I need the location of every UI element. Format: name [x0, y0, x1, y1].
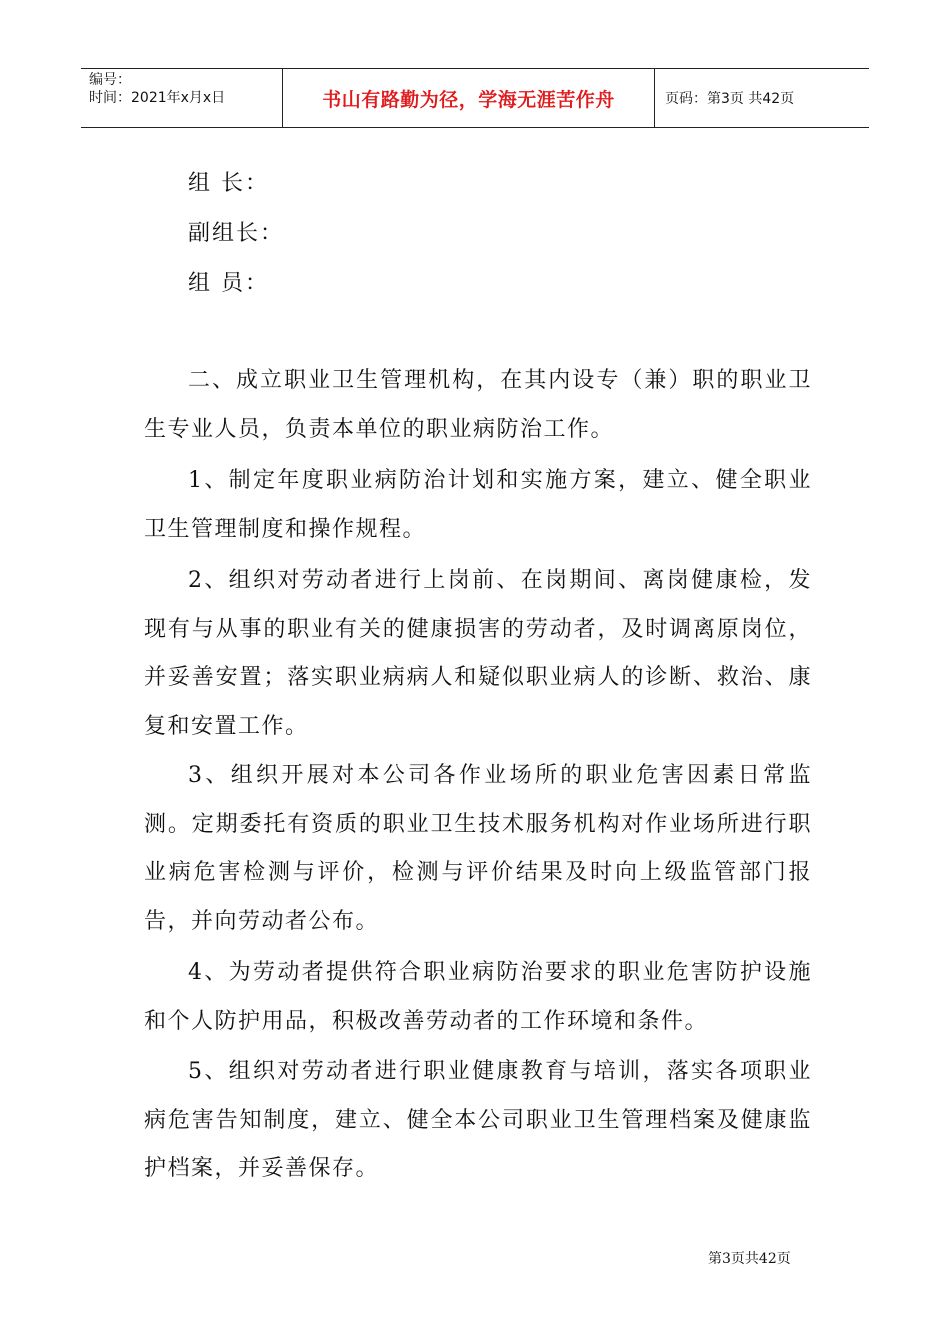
header-page-info: [655, 69, 869, 127]
paragraph-item-4: 4、为劳动者提供符合职业病防治要求的职业危害防护设施和个人防护用品，积极改善劳动者的工作环境和条件。: [144, 960, 812, 1034]
time-label: 时间：2021年x月x日: [89, 90, 226, 106]
paragraph-item-5: 5、组织对劳动者进行职业健康教育与培训，落实各项职业病危害告知制度，建立、健全本公司职业卫生管理档案及健康监护档案，并妥善保存。: [144, 1059, 812, 1181]
header-meta: [81, 69, 282, 127]
role-deputy-leader: 副组长：: [188, 221, 285, 246]
paragraph-item-2: 2、组织对劳动者进行上岗前、在岗期间、离岗健康检，发现有与从事的职业有关的健康损害的劳动者，及时调离原岗位，并妥善安置；落实职业病病人和疑似职业病人的诊断、救治、康复和安置工作。: [144, 568, 812, 739]
role-leader: 组 长：: [188, 171, 269, 196]
page-header: [81, 68, 869, 128]
paragraph-item-3: 3、组织开展对本公司各作业场所的职业危害因素日常监测。定期委托有资质的职业卫生技术服务机构对作业场所进行职业病危害检测与评价，检测与评价结果及时向上级监管部门报告，并向劳动者公布。: [144, 763, 812, 934]
header-motto-cell: [282, 69, 655, 127]
paragraph-item-1: 1、制定年度职业病防治计划和实施方案，建立、健全职业卫生管理制度和操作规程。: [144, 468, 812, 542]
role-members: 组 员：: [188, 271, 269, 296]
number-label: 编号：: [89, 72, 131, 88]
paragraph-section-two: 二、成立职业卫生管理机构，在其内设专（兼）职的职业卫生专业人员，负责本单位的职业病防治工作。: [144, 368, 812, 442]
page-footer: 第3页共42页: [708, 1251, 791, 1267]
page-info: 页码：第3页 共42页: [665, 91, 795, 107]
motto: 书山有路勤为径，学海无涯苦作舟: [322, 88, 615, 111]
